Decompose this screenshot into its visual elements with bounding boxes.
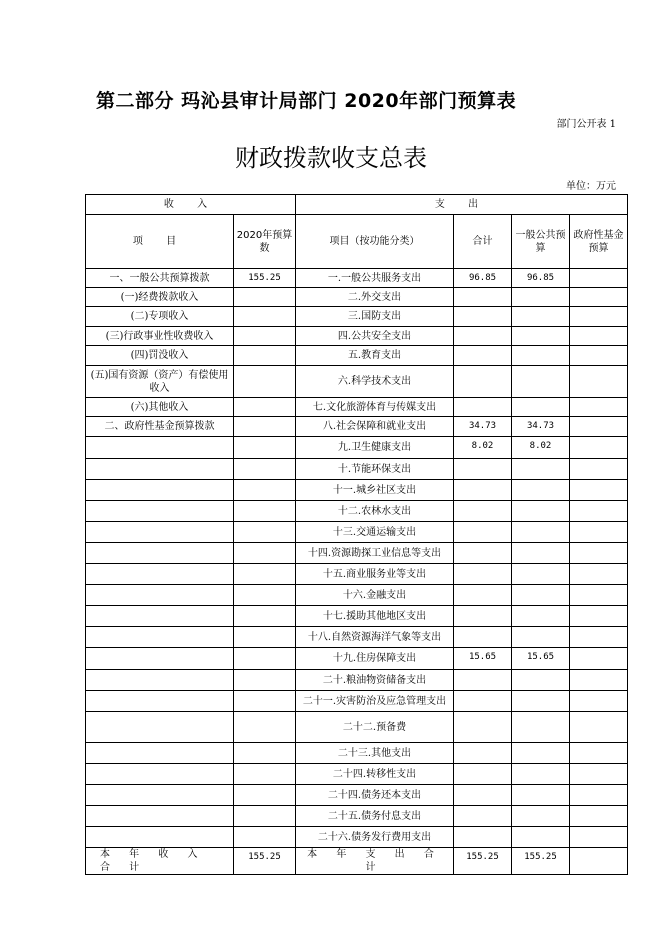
budget-table (85, 194, 628, 875)
item-header: 项 目 (86, 215, 234, 269)
income-item-label: (四)罚没收入 (86, 346, 234, 366)
expense-fund-value (570, 288, 628, 307)
income-item-value (234, 307, 296, 327)
income-item-label (86, 827, 234, 848)
income-item-value (234, 691, 296, 712)
item-by-function-header: 项目（按功能分类） (296, 215, 454, 269)
expense-fund-value (570, 307, 628, 327)
expense-general-value: 34.73 (512, 417, 570, 437)
income-item-label (86, 691, 234, 712)
expense-item-label: 十七.援助其他地区支出 (296, 606, 454, 627)
header-row-columns (86, 215, 628, 269)
expense-general-value (512, 712, 570, 743)
table-row (86, 743, 628, 764)
expense-sum-general: 155.25 (512, 848, 570, 875)
income-item-value (234, 522, 296, 543)
expense-total-value (454, 459, 512, 480)
table-row (86, 417, 628, 437)
expense-total-label: 本 年 支 出 合 计 (296, 848, 454, 875)
expense-item-label: 八.社会保障和就业支出 (296, 417, 454, 437)
expense-general-value (512, 764, 570, 785)
table-row (86, 327, 628, 346)
expense-general-value (512, 564, 570, 585)
expense-general-value (512, 398, 570, 417)
expense-general-value (512, 585, 570, 606)
income-item-label: 二、政府性基金预算拨款 (86, 417, 234, 437)
income-item-value (234, 346, 296, 366)
expense-total-value (454, 585, 512, 606)
expense-fund-value (570, 827, 628, 848)
income-item-label (86, 437, 234, 459)
table-row (86, 366, 628, 398)
expense-item-label: 二十一.灾害防治及应急管理支出 (296, 691, 454, 712)
expense-fund-value (570, 712, 628, 743)
table-row (86, 827, 628, 848)
income-item-label (86, 627, 234, 648)
expense-total-value (454, 627, 512, 648)
income-item-value (234, 480, 296, 501)
table-row (86, 764, 628, 785)
income-item-value (234, 585, 296, 606)
expense-fund-value (570, 327, 628, 346)
table-row (86, 585, 628, 606)
expense-item-label: 二十四.转移性支出 (296, 764, 454, 785)
expense-fund-value (570, 564, 628, 585)
table-row (86, 564, 628, 585)
expense-total-value (454, 288, 512, 307)
page-title: 第二部分 玛沁县审计局部门 2020年部门预算表 (96, 90, 517, 112)
expense-total-value: 15.65 (454, 648, 512, 670)
income-item-value (234, 327, 296, 346)
income-item-value (234, 648, 296, 670)
expense-fund-value (570, 627, 628, 648)
expense-item-label: 十二.农林水支出 (296, 501, 454, 522)
expense-item-label: 六.科学技术支出 (296, 366, 454, 398)
table-row (86, 670, 628, 691)
income-item-value (234, 417, 296, 437)
expense-item-label: 七.文化旅游体育与传媒支出 (296, 398, 454, 417)
income-item-label (86, 806, 234, 827)
income-item-label (86, 564, 234, 585)
expense-general-value (512, 743, 570, 764)
income-item-value (234, 501, 296, 522)
table-row (86, 712, 628, 743)
table-row (86, 269, 628, 288)
income-item-value (234, 712, 296, 743)
expense-general-value (512, 327, 570, 346)
table-row (86, 398, 628, 417)
expense-total-value: 8.02 (454, 437, 512, 459)
expense-total-value (454, 327, 512, 346)
expense-fund-value (570, 437, 628, 459)
expense-item-label: 二.外交支出 (296, 288, 454, 307)
table-row (86, 480, 628, 501)
expense-fund-value (570, 691, 628, 712)
expense-item-label: 十六.金融支出 (296, 585, 454, 606)
income-item-label: (五)国有资源（资产）有偿使用收入 (86, 366, 234, 398)
income-item-value (234, 288, 296, 307)
income-item-value (234, 785, 296, 806)
expense-fund-value (570, 743, 628, 764)
general-budget-header: 一般公共预算 (512, 215, 570, 269)
expense-item-label: 二十三.其他支出 (296, 743, 454, 764)
table-row (86, 501, 628, 522)
expense-fund-value (570, 480, 628, 501)
expense-item-label: 三.国防支出 (296, 307, 454, 327)
expense-item-label: 四.公共安全支出 (296, 327, 454, 346)
form-number: 部门公开表 1 (556, 119, 616, 130)
expense-total-value (454, 764, 512, 785)
table-row (86, 346, 628, 366)
expense-general-value (512, 543, 570, 564)
expense-total-value (454, 564, 512, 585)
income-item-value (234, 670, 296, 691)
expense-total-value (454, 501, 512, 522)
income-item-value (234, 827, 296, 848)
expense-total-value (454, 346, 512, 366)
expense-total-value: 34.73 (454, 417, 512, 437)
expense-general-value (512, 346, 570, 366)
table-row (86, 691, 628, 712)
table-row (86, 288, 628, 307)
expense-item-label: 九.卫生健康支出 (296, 437, 454, 459)
expense-total-value (454, 806, 512, 827)
income-item-label: (一)经费拨款收入 (86, 288, 234, 307)
table-row (86, 606, 628, 627)
expense-item-label: 二十二.预备费 (296, 712, 454, 743)
expense-total-value (454, 398, 512, 417)
table-row (86, 648, 628, 670)
expense-fund-value (570, 398, 628, 417)
expense-total-value (454, 522, 512, 543)
expense-fund-value (570, 543, 628, 564)
expense-general-value (512, 459, 570, 480)
expense-item-label: 十三.交通运输支出 (296, 522, 454, 543)
expense-fund-value (570, 417, 628, 437)
income-item-label (86, 501, 234, 522)
income-total-value: 155.25 (234, 848, 296, 875)
budget-2020-header: 2020年预算数 (234, 215, 296, 269)
income-item-label: 一、一般公共预算拨款 (86, 269, 234, 288)
income-item-label (86, 480, 234, 501)
expense-fund-value (570, 522, 628, 543)
table-row (86, 307, 628, 327)
expense-fund-value (570, 648, 628, 670)
income-item-value: 155.25 (234, 269, 296, 288)
expense-general-value: 15.65 (512, 648, 570, 670)
expense-general-value (512, 288, 570, 307)
expense-item-label: 十一.城乡社区支出 (296, 480, 454, 501)
income-item-value (234, 437, 296, 459)
expense-total-value (454, 543, 512, 564)
header-row-groups (86, 195, 628, 215)
income-item-value (234, 627, 296, 648)
income-item-value (234, 606, 296, 627)
expense-total-value: 96.85 (454, 269, 512, 288)
expense-total-value (454, 691, 512, 712)
table-row (86, 522, 628, 543)
expense-general-value (512, 606, 570, 627)
total-header: 合计 (454, 215, 512, 269)
income-item-value (234, 564, 296, 585)
income-item-label (86, 459, 234, 480)
income-item-label (86, 743, 234, 764)
income-item-label (86, 764, 234, 785)
expense-fund-value (570, 585, 628, 606)
expense-general-value: 8.02 (512, 437, 570, 459)
expense-item-label: 二十四.债务还本支出 (296, 785, 454, 806)
expense-total-value (454, 743, 512, 764)
income-item-value (234, 459, 296, 480)
fund-budget-header: 政府性基金预算 (570, 215, 628, 269)
income-item-value (234, 398, 296, 417)
income-item-label (86, 522, 234, 543)
income-item-label (86, 712, 234, 743)
income-item-value (234, 764, 296, 785)
expense-total-value (454, 307, 512, 327)
expense-group-header: 支 出 (296, 195, 628, 215)
expense-fund-value (570, 459, 628, 480)
expense-general-value (512, 522, 570, 543)
expense-total-value (454, 827, 512, 848)
table-row (86, 806, 628, 827)
expense-total-value (454, 670, 512, 691)
expense-fund-value (570, 785, 628, 806)
table-row (86, 785, 628, 806)
expense-total-value (454, 712, 512, 743)
table-row (86, 627, 628, 648)
table-row (86, 459, 628, 480)
income-total-label: 本 年 收 入 合 计 (86, 848, 234, 875)
income-group-header: 收 入 (86, 195, 296, 215)
expense-item-label: 二十六.债务发行费用支出 (296, 827, 454, 848)
expense-fund-value (570, 346, 628, 366)
expense-general-value (512, 691, 570, 712)
income-item-label: (二)专项收入 (86, 307, 234, 327)
income-item-label (86, 785, 234, 806)
expense-total-value (454, 785, 512, 806)
expense-general-value (512, 785, 570, 806)
expense-fund-value (570, 806, 628, 827)
income-item-label (86, 670, 234, 691)
table-title: 财政拨款收支总表 (235, 144, 427, 172)
expense-item-label: 十五.商业服务业等支出 (296, 564, 454, 585)
expense-total-value (454, 606, 512, 627)
income-item-label: (三)行政事业性收费收入 (86, 327, 234, 346)
expense-item-label: 十九.住房保障支出 (296, 648, 454, 670)
expense-general-value (512, 366, 570, 398)
income-item-value (234, 806, 296, 827)
expense-fund-value (570, 670, 628, 691)
expense-fund-value (570, 366, 628, 398)
expense-general-value (512, 480, 570, 501)
expense-item-label: 一.一般公共服务支出 (296, 269, 454, 288)
expense-general-value (512, 501, 570, 522)
expense-fund-value (570, 606, 628, 627)
expense-item-label: 十四.资源勘探工业信息等支出 (296, 543, 454, 564)
expense-general-value (512, 806, 570, 827)
income-item-value (234, 366, 296, 398)
expense-total-value (454, 480, 512, 501)
expense-item-label: 五.教育支出 (296, 346, 454, 366)
expense-general-value (512, 307, 570, 327)
expense-item-label: 二十.粮油物资储备支出 (296, 670, 454, 691)
expense-item-label: 十八.自然资源海洋气象等支出 (296, 627, 454, 648)
expense-fund-value (570, 269, 628, 288)
expense-general-value (512, 670, 570, 691)
income-item-label (86, 585, 234, 606)
expense-item-label: 十.节能环保支出 (296, 459, 454, 480)
expense-fund-value (570, 501, 628, 522)
expense-item-label: 二十五.债务付息支出 (296, 806, 454, 827)
expense-sum-fund (570, 848, 628, 875)
income-item-label: (六)其他收入 (86, 398, 234, 417)
income-item-value (234, 543, 296, 564)
expense-general-value: 96.85 (512, 269, 570, 288)
income-item-label (86, 648, 234, 670)
income-item-label (86, 543, 234, 564)
expense-general-value (512, 827, 570, 848)
income-item-label (86, 606, 234, 627)
expense-fund-value (570, 764, 628, 785)
totals-row (86, 848, 628, 875)
expense-total-value (454, 366, 512, 398)
expense-general-value (512, 627, 570, 648)
income-item-value (234, 743, 296, 764)
table-row (86, 543, 628, 564)
unit-label: 单位：万元 (566, 181, 616, 192)
expense-sum-total: 155.25 (454, 848, 512, 875)
table-row (86, 437, 628, 459)
